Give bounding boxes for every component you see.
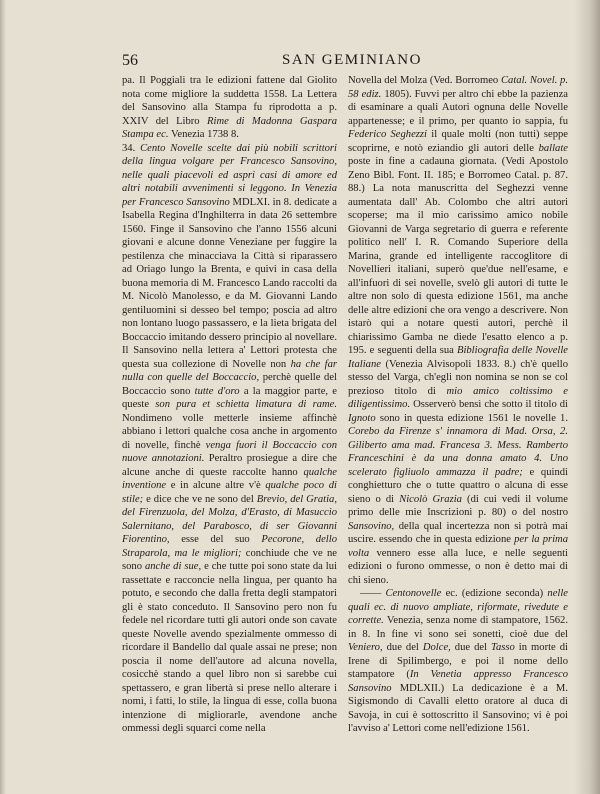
paragraph-novella-molza: Novella del Molza (Ved. Borromeo Catal. Novel. p. 58 ediz. 1805). Fuvvi per altro chi ebbe la pazienza di esaminare a quali Autori ognuna delle Novelle appartenesse; e il primo, per quanto io sappia, fu Federico Seghezzi il quale molti (non tutti) seppe scoprirne, e notò eziandio gli autori delle ballate poste in fine a cadauna giornata. (Vedi Apostolo Zeno Bibl. Font. II. 185; e Borromeo Catal. p. 87. 88.) La nota manuscritta del Seghezzi venne aumentata dall' Ab. Colombo che altri autori scoperse; ma il mio carissimo amico nobile Giovanni de Varga segretario di guerra e referente politico nell' I. R. Comando Superiore della Marina, grande ed intelligente raccoglitore di Novellieri italiani, superò que'due nell'esame, e all'infuori di sei novelle, svelò gli autori di tutte le altre non solo di questa edizione 1561, ma anche delle altre edizioni che ora vengo a descrivere. Non istarò qui a notare questi autori, perchè il chiarissimo Gamba ne diede l'esatto elenco a p. 195. e seguenti della sua Bibliografia delle Novelle Italiane (Venezia Alvisopoli 1833. 8.) ch'è quello stesso del Varga, ch'egli non nomina se non se col prezioso titolo di mio amico coltissimo e diligentissimo. Osserverò bensì che sotto il titolo di Ignoto sono in questa edizione 1561 le novelle 1. Corebo da Firenze s' innamora di Mad. Orsa, 2. Giliberto ama mad. Francesa 3. Mess. Ramberto Franceschini è da una donna amato 4. Uno scelerato figliuolo ammazza il padre; e quindi conghietturo che o tutte quattro o alcuna di esse sieno o di Nicolò Grazia (di cui vedi il volume primo delle mie Inscrizioni p. 80) o del nostro Sansovino, della qual incertezza non si potrà mai uscire. essendo che in questa edizione per la prima volta vennero esse alla luce, e nelle seguenti edizioni o furono ommesse, o non è detto mai di chi sieno. [348, 75, 568, 586]
left-column [122, 74, 337, 784]
page-gutter-shadow [0, 0, 6, 794]
running-head: SAN GEMINIANO [282, 52, 422, 68]
right-column [348, 74, 568, 784]
page-header [122, 52, 582, 72]
page-edge-shadow [574, 0, 600, 794]
entry-34-cento-novelle: 34. Cento Novelle scelte dai più nobili scrittori della lingua volgare per Francesco Sansovino, nelle quali piacevoli ed aspri casi di amore ed altri notabili avvenimenti si leggono. In Venezia per Francesco Sansovino MDLXI. in 8. dedicate a Isabella Regina d'Inghilterra in data 26 settembre 1560. Finge il Sansovino che l'anno 1556 alcuni giovani e alcune donne Veneziane per fuggire la pestilenza che minacciava la Città si riparassero ad Oriago lungo la Brenta, e quivi in casa della buona memoria di M. Francesco Lando raccolti da M. Nicolò Manolesso, e da M. Giovanni Lando gentiluomini si desseo bel tempo; poscia ad altro non lontano luogo passassero, e la lieta brigata del Boccaccio imitando dessero principio al novellare. Il Sansovino nella lettera a' Lettori protesta che questa sua collezione di Novelle non ha che far nulla con quelle del Boccaccio, perchè quelle del Boccaccio sono tutte d'oro a la maggior parte, e queste son pura et schietta limatura di rame. Nondimeno volle metterle insieme affinchè abbiano i lettori qualche cosa anche in argomento di novelle, finchè venga fuori il Boccaccio con nuove annotazioni. Peraltro prosiegue a dire che alcune anche di queste raccolte hanno qualche inventione e in alcune altre v'è qualche poco di stile; e dice che ve ne sono del Brevio, del Gratia, del Firenzuola, del Molza, d'Erasto, di Masuccio Salernitano, del Parabosco, di ser Giovanni Fiorentino, esse del suo Pecorone, dello Straparola, ma le migliori; conchiude che ve ne sono anche di sue, e che tutte poi sono state da lui rassettate e racconcie nella lingua, per quanto ha potuto, e secondo che dalla fretta degli stampatori gli è stato conceduto. Il Sansovino pero non fu fedele nel ricordare tutti gli autori onde son cavate queste Novelle avendo spezialmente ommesso di ricordare il Bandello dal quale assai ne prese; non poscia il nome dell'autore ad alcuna novella, cosicchè stando a quel libro non si sarebbe cui spettassero, e gran libertà si prese nello alterare i nomi, i fatti, lo stile, la lingua di esse, colla buona intenzione di migliorarle, avendone anche ommessi degli squarci come nella [122, 142, 337, 734]
entry-centonovelle-second-edition: —— Centonovelle ec. (edizione seconda) nelle quali ec. di nuovo ampliate, riformate, rivedute e corrette. Venezia, senza nome di stampatore, 1562. in 8. In fine vi sono sei sonetti, cioè due del Veniero, due del Dolce, due del Tasso in morte di Irene di Spilimbergo, e poi il nome dello stampatore (In Venetia appresso Francesco Sansovino MDLXII.) La dedicazione è a M. Sigismondo di Cavalli eletto oratore al duca di Savoja, in cui è sottoscritto il Sansovino; vi è poi l'avviso a' Lettori come nell'edizione 1561. [348, 588, 568, 734]
paragraph-stampa-letter: pa. Il Poggiali tra le edizioni fattene dal Giolito nota come migliore la suddetta 1558. La Lettera del Sansovino alla Stampa fu riprodotta a p. XXIV del Libro Rime di Madonna Gaspara Stampa ec. Venezia 1738 8. [122, 75, 337, 140]
page-number: 56 [122, 52, 138, 69]
